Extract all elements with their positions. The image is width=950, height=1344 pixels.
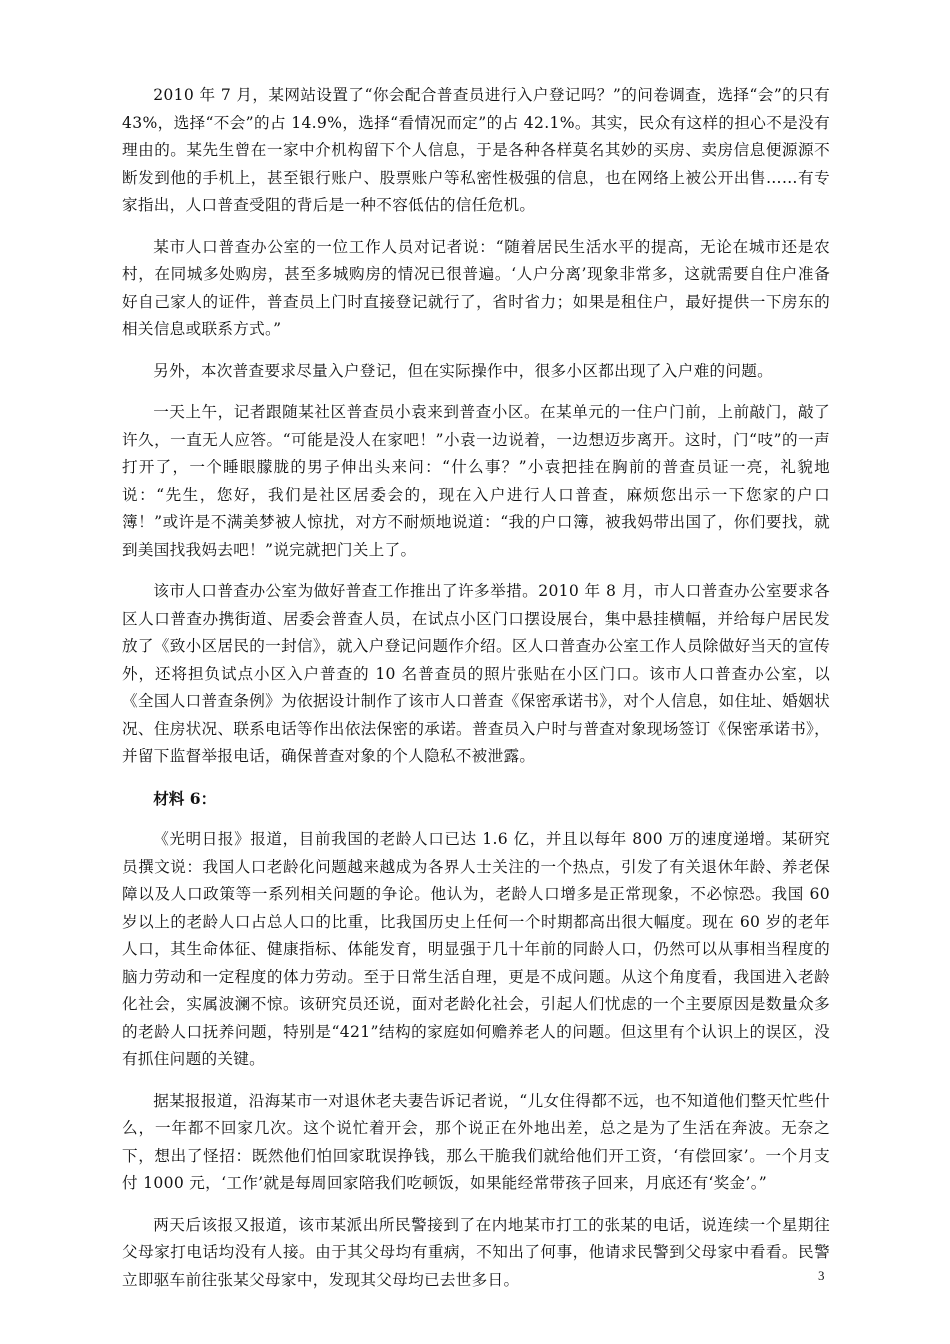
paragraph-census-office-quote: 某市人口普查办公室的一位工作人员对记者说：“随着居民生活水平的提高，无论在城市还是农村，在同城多处购房，甚至多城购房的情况已很普遍。‘人户分离’现象非常多，这就需要自住户准备好自己家人的证件，普查员上门时直接登记就行了，省时省力；如果是租住户，最好提供一下房东的相关信息或联系方式。” [122,237,830,338]
paragraph-door-knock-story: 一天上午，记者跟随某社区普查员小袁来到普查小区。在某单元的一住户门前，上前敲门，敲了许久，一直无人应答。“可能是没人在家吧！”小袁一边说着，一边想迈步离开。这时，门“吱”的一声打开了，一个睡眼朦胧的男子伸出头来问：“什么事？”小袁把挂在胸前的普查员证一亮，礼貌地说：“先生，您好，我们是社区居委会的，现在入户进行人口普查，麻烦您出示一下您家的户口簿！”或许是不满美梦被人惊扰，对方不耐烦地说道：“我的户口簿，被我妈带出国了，你们要找，就到美国找我妈去吧！”说完就把门关上了。 [122,403,830,559]
paragraph-survey: 2010 年 7 月，某网站设置了“你会配合普查员进行入户登记吗？”的问卷调查，选择“会”的只有 43%，选择“不会”的占 14.9%，选择“看情况而定”的占 42.1%。其实，民众有这样的担心不是没有理由的。某先生曾在一家中介机构留下个人信息，于是各种各样莫名其妙的买房、卖房信息便源源不断发到他的手机上，甚至银行账户、股票账户等私密性极强的信息，也在网络上被公开出售……有专家指出，人口普查受阻的背后是一种不容低估的信任危机。 [122,86,830,214]
section-heading-material-6: 材料 6： [153,788,217,808]
page-number: 3 [818,1268,825,1283]
paragraph-entry-difficulty: 另外，本次普查要求尽量入户登记，但在实际操作中，很多小区都出现了入户难的问题。 [153,361,774,380]
paragraph-aging-population: 《光明日报》报道，目前我国的老龄人口已达 1.6 亿，并且以每年 800 万的速度递增。某研究员撰文说：我国人口老龄化问题越来越成为各界人士关注的一个热点，引发了有关退休年龄、养老保障以及人口政策等一系列相关问题的争论。他认为，老龄人口增多是正常现象，不必惊恐。我国 60 岁以上的老龄人口占总人口的比重，比我国历史上任何一个时期都高出很大幅度。现在 60 岁的老年人口，其生命体征、健康指标、体能发育，明显强于几十年前的同龄人口，仍然可以从事相当程度的脑力劳动和一定程度的体力劳动。至于日常生活自理，更是不成问题。从这个角度看，我国进入老龄化社会，实属波澜不惊。该研究员还说，面对老龄化社会，引起人们忧虑的一个主要原因是数量众多的老龄人口抚养问题，特别是“421”结构的家庭如何赡养老人的问题。但这里有个认识上的误区，没有抓住问题的关键。 [122,830,830,1068]
document-body [122,82,830,1308]
paragraph-police-report: 两天后该报又报道，该市某派出所民警接到了在内地某市打工的张某的电话，说连续一个星期往父母家打电话均没有人接。由于其父母均有重病，不知出了何事，他请求民警到父母家中看看。民警立即驱车前往张某父母家中，发现其父母均已去世多日。 [122,1215,830,1289]
paragraph-paid-visits: 据某报报道，沿海某市一对退休老夫妻告诉记者说，“儿女住得都不远，也不知道他们整天忙些什么，一年都不回家几次。这个说忙着开会，那个说正在外地出差，总之是为了生活在奔波。无奈之下，想出了怪招：既然他们怕回家耽误挣钱，那么干脆我们就给他们开工资，‘有偿回家’。一个月支付 1000 元，‘工作’就是每周回家陪我们吃顿饭，如果能经常带孩子回来，月底还有‘奖金’。” [122,1091,830,1192]
paragraph-measures: 该市人口普查办公室为做好普查工作推出了许多举措。2010 年 8 月，市人口普查办公室要求各区人口普查办携街道、居委会普查人员，在试点小区门口摆设展台，集中悬挂横幅，并给每户居民发放了《致小区居民的一封信》，就入户登记问题作介绍。区人口普查办公室工作人员除做好当天的宣传外，还将担负试点小区入户普查的 10 名普查员的照片张贴在小区门口。该市人口普查办公室，以《全国人口普查条例》为依据设计制作了该市人口普查《保密承诺书》，对个人信息，如住址、婚姻状况、住房状况、联系电话等作出依法保密的承诺。普查员入户时与普查对象现场签订《保密承诺书》，并留下监督举报电话，确保普查对象的个人隐私不被泄露。 [122,582,830,765]
